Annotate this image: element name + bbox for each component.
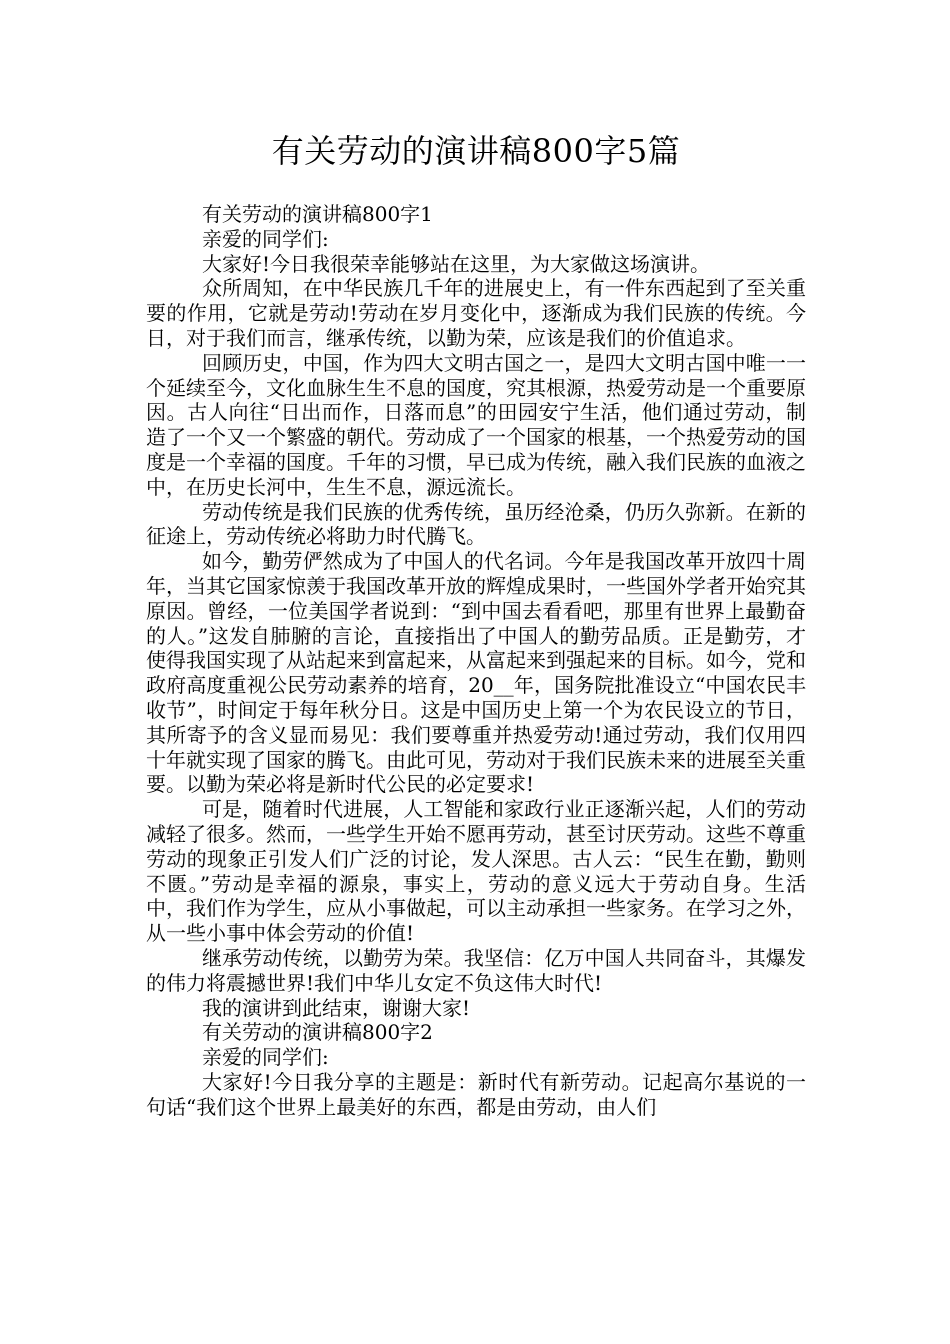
body-paragraph: 如今，勤劳俨然成为了中国人的代名词。今年是我国改革开放四十周年，当其它国家惊羡于我国改革开放的辉煌成果时，一些国外学者开始究其原因。曾经，一位美国学者说到：“到中国去看看吧，那里有世界上最勤奋的人。”这发自肺腑的言论，直接指出了中国人的勤劳品质。正是勤劳，才使得我国实现了从站起来到富起来，从富起来到强起来的目标。如今，党和政府高度重视公民劳动素养的培育，20__年，国务院批准设立“中国农民丰收节”，时间定于每年秋分日。这是中国历史上第一个为农民设立的节日，其所寄予的含义显而易见：我们要尊重并热爱劳动!通过劳动，我们仅用四十年就实现了国家的腾飞。由此可见，劳动对于我们民族未来的进展至关重要。以勤为荣必将是新时代公民的必定要求! <box>146 549 806 797</box>
document-body <box>146 202 806 1119</box>
body-paragraph: 回顾历史，中国，作为四大文明古国之一，是四大文明古国中唯一一个延续至今，文化血脉生生不息的国度，究其根源，热爱劳动是一个重要原因。古人向往“日出而作，日落而息”的田园安宁生活，他们通过劳动，制造了一个又一个繁盛的朝代。劳动成了一个国家的根基，一个热爱劳动的国度是一个幸福的国度。千年的习惯，早已成为传统，融入我们民族的血液之中，在历史长河中，生生不息，源远流长。 <box>146 350 806 499</box>
section-heading: 有关劳动的演讲稿800字2 <box>202 1020 433 1045</box>
salutation: 亲爱的同学们: <box>202 1045 329 1070</box>
closing-line: 我的演讲到此结束，谢谢大家! <box>202 995 471 1020</box>
document-title: 有关劳动的演讲稿800字5篇 <box>271 132 681 170</box>
section-heading: 有关劳动的演讲稿800字1 <box>202 202 433 226</box>
body-paragraph: 可是，随着时代进展，人工智能和家政行业正逐渐兴起，人们的劳动减轻了很多。然而，一些学生开始不愿再劳动，甚至讨厌劳动。这些不尊重劳动的现象正引发人们广泛的讨论，发人深思。古人云：“民生在勤，勤则不匮。”劳动是幸福的源泉，事实上，劳动的意义远大于劳动自身。生活中，我们作为学生，应从小事做起，可以主动承担一些家务。在学习之外，从一些小事中体会劳动的价值! <box>146 797 806 946</box>
salutation: 亲爱的同学们: <box>202 226 329 251</box>
body-paragraph: 继承劳动传统，以勤劳为荣。我坚信：亿万中国人共同奋斗，其爆发的伟力将震撼世界!我们中华儿女定不负这伟大时代! <box>146 945 806 995</box>
body-paragraph: 众所周知，在中华民族几千年的进展史上，有一件东西起到了至关重要的作用，它就是劳动!劳动在岁月变化中，逐渐成为我们民族的传统。今日，对于我们而言，继承传统，以勤为荣，应该是我们的价值追求。 <box>146 276 806 350</box>
document-page <box>146 0 806 1119</box>
body-paragraph: 大家好!今日我分享的主题是：新时代有新劳动。记起高尔基说的一句话“我们这个世界上最美好的东西，都是由劳动，由人们 <box>146 1069 806 1119</box>
body-paragraph: 劳动传统是我们民族的优秀传统，虽历经沧桑，仍历久弥新。在新的征途上，劳动传统必将助力时代腾飞。 <box>146 499 806 549</box>
body-paragraph: 大家好!今日我很荣幸能够站在这里，为大家做这场演讲。 <box>202 251 711 276</box>
